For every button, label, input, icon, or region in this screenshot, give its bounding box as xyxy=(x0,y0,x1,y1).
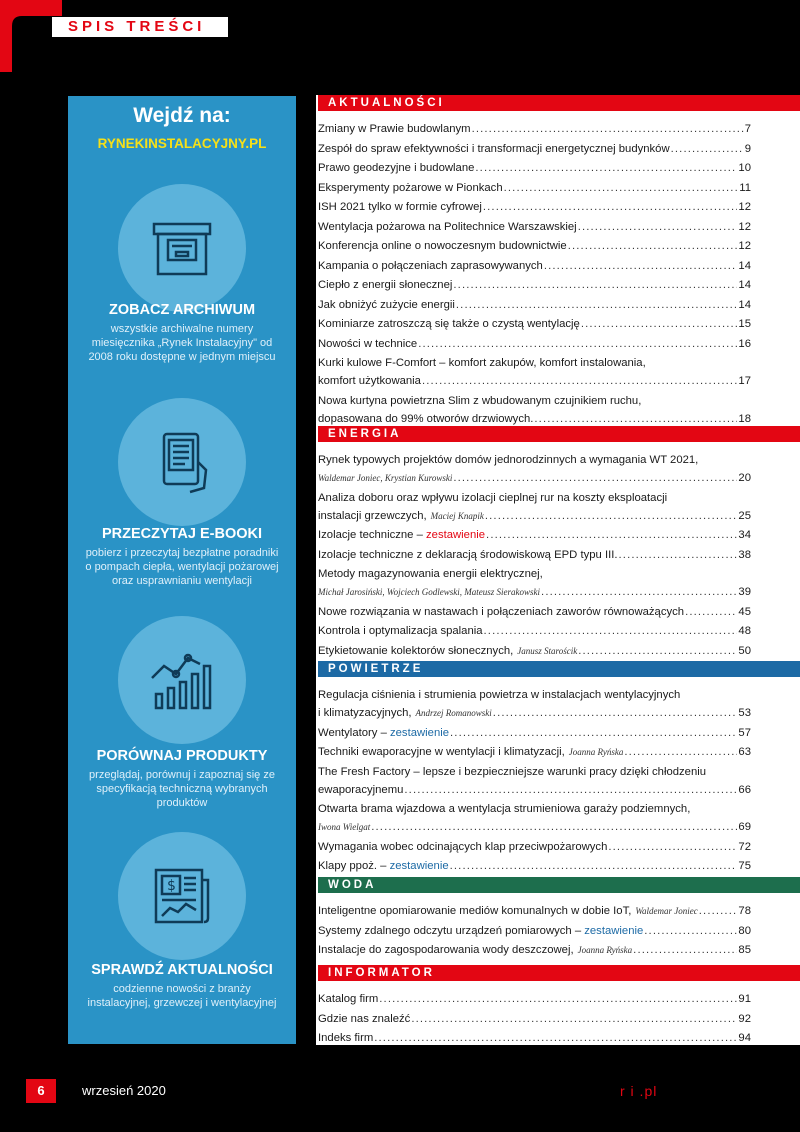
page-ref: 72 xyxy=(738,840,751,853)
banner-url-link[interactable]: RYNEKINSTALACYJNY.PL xyxy=(97,136,267,151)
toc-entry[interactable] xyxy=(318,860,751,872)
page-ref: 63 xyxy=(738,746,751,758)
leader-dots xyxy=(534,413,737,425)
toc-entry-title xyxy=(318,240,567,252)
toc-entry-title xyxy=(318,606,684,618)
page-ref: 14 xyxy=(738,279,751,291)
toc-entry[interactable] xyxy=(318,472,751,484)
entry-author: Joanna Ryńska xyxy=(568,747,624,757)
toc-entry-title xyxy=(318,905,698,917)
page-ref: 75 xyxy=(738,860,751,872)
leader-dots xyxy=(374,1032,737,1044)
toc-entry-title xyxy=(318,803,690,815)
entry-text: Otwarta brama wjazdowa a wentylacja strumieniowa garaży podziemnych, xyxy=(318,803,691,815)
entry-text: Instalacje do zagospodarowania wody deszczowej, xyxy=(318,944,574,956)
leader-dots xyxy=(493,707,738,719)
toc-entry[interactable] xyxy=(318,375,751,387)
toc-entry[interactable] xyxy=(318,510,751,522)
page-ref: 10 xyxy=(738,162,751,174)
toc-panel xyxy=(316,95,800,1045)
leader-dots xyxy=(483,201,738,213)
entry-text: Regulacja ciśnienia i strumienia powietrza w instalacjach wentylacyjnych xyxy=(318,689,681,701)
toc-entry[interactable] xyxy=(318,766,751,778)
bar-chart-icon xyxy=(118,616,246,744)
page-ref: 25 xyxy=(738,509,751,522)
entry-author: Iwona Wielgat xyxy=(318,822,371,832)
entry-author: Michał Jarosiński, Wojciech Godlewski, Mateusz Sierakowski xyxy=(318,587,541,597)
toc-entry[interactable] xyxy=(318,395,751,407)
toc-entry[interactable] xyxy=(318,645,751,657)
entry-author: Andrzej Romanowski xyxy=(415,708,492,718)
toc-entry-title xyxy=(318,821,370,833)
entry-text: Eksperymenty pożarowe w Pionkach xyxy=(318,181,503,194)
entry-text: The Fresh Factory – lepsze i bezpieczniejsze warunki pracy dzięki chłodzeniu xyxy=(318,765,707,778)
entry-text: Techniki ewaporacyjne w wentylacji i klimatyzacji, xyxy=(318,746,565,758)
entry-text: Systemy zdalnego odczytu urządzeń pomiarowych – xyxy=(318,924,585,937)
page-ref: 34 xyxy=(738,529,751,541)
toc-entry-title xyxy=(318,549,618,561)
page-ref: 7 xyxy=(744,123,751,135)
page-ref: 16 xyxy=(738,337,751,350)
entry-author: Janusz Starościk xyxy=(517,645,578,656)
page-title: SPIS TREŚCI xyxy=(52,17,228,37)
leader-dots xyxy=(671,143,744,155)
toc-entry-title xyxy=(318,586,540,598)
page-ref: 20 xyxy=(738,472,751,484)
entry-text: Kontrola i optymalizacja spalania xyxy=(318,625,483,637)
leader-dots xyxy=(456,299,738,311)
leader-dots xyxy=(379,993,737,1005)
banner-block-title: PORÓWNAJ PRODUKTY xyxy=(96,748,268,764)
toc-entry[interactable] xyxy=(318,221,751,233)
toc-entry-title xyxy=(318,357,646,369)
leader-dots xyxy=(450,727,737,739)
toc-entry-title xyxy=(318,645,577,657)
page-ref: 92 xyxy=(738,1012,751,1025)
toc-entry[interactable] xyxy=(318,707,751,719)
toc-entry[interactable] xyxy=(318,299,751,311)
toc-entry-title xyxy=(318,860,449,872)
leader-dots xyxy=(544,260,738,272)
page-footer xyxy=(0,1079,800,1103)
toc-entry-title xyxy=(318,162,474,174)
toc-entry[interactable] xyxy=(318,568,751,580)
entry-text: i klimatyzacyjnych, xyxy=(318,707,412,719)
entry-text: Klapy ppoż. – xyxy=(318,860,390,872)
leader-dots xyxy=(453,472,737,484)
entry-text: instalacji grzewczych, xyxy=(318,509,427,522)
toc-entry-title xyxy=(318,123,471,135)
toc-entry[interactable] xyxy=(318,529,751,541)
toc-entry-title xyxy=(318,625,483,637)
page-ref: 53 xyxy=(738,707,751,719)
page-ref: 69 xyxy=(738,821,751,833)
toc-entry[interactable] xyxy=(318,746,751,758)
toc-entry[interactable] xyxy=(318,784,751,796)
toc-entry-title xyxy=(318,413,533,425)
entry-author: Waldemar Joniec xyxy=(635,906,698,916)
toc-entry-title xyxy=(318,318,580,330)
toc-entry-title xyxy=(318,529,485,541)
entry-text: Izolacje techniczne z deklaracją środowiskową EPD typu III. xyxy=(318,548,618,561)
entry-highlight: zestawienie xyxy=(390,726,450,739)
leader-dots xyxy=(581,318,738,330)
page-ref: 12 xyxy=(738,220,751,233)
leader-dots xyxy=(699,905,738,917)
page-ref: 94 xyxy=(738,1032,751,1044)
toc-entry[interactable] xyxy=(318,123,751,135)
leader-dots xyxy=(608,841,737,853)
section-header: ENERGIA xyxy=(318,426,800,442)
entry-text: Nowości w technice xyxy=(318,337,418,350)
section-header: AKTUALNOŚCI xyxy=(318,95,800,111)
toc-entry[interactable] xyxy=(318,993,751,1005)
leader-dots xyxy=(578,645,737,657)
toc-entry[interactable] xyxy=(318,549,751,561)
entry-text: Nowe rozwiązania w nastawach i połączeniach zaworów równoważących xyxy=(318,605,685,618)
entry-text: Zespół do spraw efektywności i transformacji energetycznej budynków xyxy=(318,142,670,155)
section-header: INFORMATOR xyxy=(318,965,800,981)
toc-entry[interactable] xyxy=(318,586,751,598)
leader-dots xyxy=(472,123,744,135)
entry-text: Inteligentne opomiarowanie mediów komunalnych w dobie IoT, xyxy=(318,905,632,917)
entry-text: dopasowana do 99% otworów drzwiowych. xyxy=(318,412,534,425)
entry-text: Wymagania wobec odcinających klap przeciwpożarowych xyxy=(318,840,608,853)
toc-entry-title xyxy=(318,454,698,466)
leader-dots xyxy=(475,162,737,174)
toc-entry[interactable] xyxy=(318,841,751,853)
entry-author: Maciej Knapik xyxy=(430,510,484,521)
leader-dots xyxy=(450,860,738,872)
page-ref: 85 xyxy=(738,944,751,956)
archive-box-icon xyxy=(118,184,246,312)
entry-highlight: zestawienie xyxy=(389,860,449,872)
toc-entry-title xyxy=(318,993,378,1005)
toc-entry[interactable] xyxy=(318,905,751,917)
toc-entry[interactable] xyxy=(318,143,751,155)
toc-entry-title xyxy=(318,568,543,580)
toc-entry-title xyxy=(318,201,482,213)
toc-entry[interactable] xyxy=(318,279,751,291)
leader-dots xyxy=(418,338,737,350)
toc-entry-title xyxy=(318,279,452,291)
toc-entry-title xyxy=(318,492,667,504)
toc-entry-title xyxy=(318,1032,373,1044)
entry-text: Etykietowanie kolektorów słonecznych, xyxy=(318,644,514,657)
leader-dots xyxy=(644,925,737,937)
page-ref: 18 xyxy=(738,412,751,425)
entry-highlight: zestawienie xyxy=(584,924,644,937)
banner-block-desc: codzienne nowości z branży instalacyjnej, grzewczej i wentylacyjnej xyxy=(87,983,277,1009)
leader-dots xyxy=(633,944,737,956)
leader-dots xyxy=(371,821,737,833)
toc-entry-title xyxy=(318,689,680,701)
entry-highlight: zestawienie xyxy=(426,529,486,541)
toc-entry-title xyxy=(318,375,421,387)
svg-text:$: $ xyxy=(167,878,176,894)
toc-entry-title xyxy=(318,727,449,739)
page-ref: 15 xyxy=(738,318,751,330)
entry-text: Wentylacja pożarowa na Politechnice Warszawskiej xyxy=(318,220,577,233)
toc-entry[interactable] xyxy=(318,454,751,466)
entry-text: Konferencja online o nowoczesnym budownictwie xyxy=(318,240,567,252)
page-ref: 11 xyxy=(739,181,751,194)
toc-entry-title xyxy=(318,1013,410,1025)
entry-text: Ciepło z energii słonecznej xyxy=(318,279,453,291)
section-header: POWIETRZE xyxy=(318,661,800,677)
toc-entry-title xyxy=(318,182,503,194)
page-ref: 50 xyxy=(738,644,751,657)
entry-text: Katalog firm xyxy=(318,993,379,1005)
toc-entry[interactable] xyxy=(318,201,751,213)
page-ref: 12 xyxy=(738,240,751,252)
newspaper-icon xyxy=(118,832,246,960)
entry-text: Rynek typowych projektów domów jednorodzinnych a wymagania WT 2021, xyxy=(318,454,699,466)
toc-entry[interactable] xyxy=(318,318,751,330)
toc-entry-title xyxy=(318,472,452,484)
page-ref: 38 xyxy=(738,548,751,561)
page-ref: 14 xyxy=(738,259,751,272)
leader-dots xyxy=(624,746,737,758)
page-ref: 9 xyxy=(744,142,751,155)
toc-entry[interactable] xyxy=(318,925,751,937)
entry-text: Gdzie nas znaleźć xyxy=(318,1012,411,1025)
page-ref: 48 xyxy=(738,625,751,637)
leader-dots xyxy=(685,606,737,618)
toc-entry[interactable] xyxy=(318,944,751,956)
promo-banner[interactable] xyxy=(68,96,296,1044)
toc-entry[interactable] xyxy=(318,182,751,194)
toc-entry-title xyxy=(318,784,403,796)
toc-entry[interactable] xyxy=(318,821,751,833)
banner-block-title: ZOBACZ ARCHIWUM xyxy=(108,302,256,318)
banner-block-title: PRZECZYTAJ E-BOOKI xyxy=(101,526,263,542)
entry-text: Kominiarze zatroszczą się także o czystą wentylację xyxy=(318,318,580,330)
page-ref: 17 xyxy=(738,375,751,387)
leader-dots xyxy=(619,549,738,561)
entry-author: Joanna Ryńska xyxy=(577,945,633,955)
leader-dots xyxy=(404,784,737,796)
toc-entry[interactable] xyxy=(318,727,751,739)
entry-text: Indeks firm xyxy=(318,1032,374,1044)
leader-dots xyxy=(568,240,738,252)
banner-block-desc: przeglądaj, porównuj i zapoznaj się ze specyfikacją techniczną wybranych produktów xyxy=(89,769,275,809)
entry-text: Wentylatory – xyxy=(318,726,390,739)
page-ref: 91 xyxy=(738,993,751,1005)
toc-entry[interactable] xyxy=(318,413,751,425)
toc-entry[interactable] xyxy=(318,1013,751,1025)
issue-date: wrzesień 2020 xyxy=(82,1083,166,1098)
page-number: 6 xyxy=(26,1079,56,1103)
leader-dots xyxy=(485,510,738,522)
toc-entry[interactable] xyxy=(318,240,751,252)
leader-dots xyxy=(453,279,737,291)
entry-text: Izolacje techniczne – xyxy=(318,529,427,541)
toc-entry-title xyxy=(318,260,543,272)
leader-dots xyxy=(422,375,737,387)
page-ref: 57 xyxy=(738,726,751,739)
toc-entry[interactable] xyxy=(318,260,751,272)
entry-text: Nowa kurtyna powietrzna Slim z wbudowanym czujnikiem ruchu, xyxy=(318,394,642,407)
page-ref: 14 xyxy=(738,298,751,311)
toc-entry[interactable] xyxy=(318,606,751,618)
toc-entry[interactable] xyxy=(318,689,751,701)
page-ref: 80 xyxy=(738,924,751,937)
section-header: WODA xyxy=(318,877,800,893)
entry-text: komfort użytkowania xyxy=(318,375,421,387)
page-ref: 78 xyxy=(738,905,751,917)
toc-entry-title xyxy=(318,510,484,522)
leader-dots xyxy=(484,625,738,637)
entry-text: ewaporacyjnemu xyxy=(318,783,404,796)
page-ref: 45 xyxy=(738,605,751,618)
toc-entry-title xyxy=(318,221,577,233)
toc-entry[interactable] xyxy=(318,1032,751,1044)
leader-dots xyxy=(541,586,737,598)
page-ref: 39 xyxy=(738,586,751,598)
leader-dots xyxy=(578,221,738,233)
toc-entry-title xyxy=(318,746,623,758)
toc-entry[interactable] xyxy=(318,162,751,174)
toc-entry-title xyxy=(318,707,492,719)
banner-block-desc: pobierz i przeczytaj bezpłatne poradniki o pompach ciepła, wentylacji pożarowej oraz usprawnianiu wentylacji xyxy=(85,547,279,587)
entry-text: Kampania o połączeniach zaprasowywanych xyxy=(318,259,543,272)
ebook-reader-icon xyxy=(118,398,246,526)
leader-dots xyxy=(411,1013,737,1025)
site-link[interactable]: r i .pl xyxy=(620,1083,658,1099)
page-ref: 66 xyxy=(738,783,751,796)
toc-entry-title xyxy=(318,925,643,937)
toc-entry[interactable] xyxy=(318,357,751,369)
toc-entry[interactable] xyxy=(318,492,751,504)
toc-entry[interactable] xyxy=(318,625,751,637)
entry-text: Jak obniżyć zużycie energii xyxy=(318,298,455,311)
entry-text: Prawo geodezyjne i budowlane xyxy=(318,162,475,174)
entry-text: Kurki kulowe F-Comfort – komfort zakupów, komfort instalowania, xyxy=(318,357,646,369)
toc-entry-title xyxy=(318,338,417,350)
entry-text: Analiza doboru oraz wpływu izolacji cieplnej rur na koszty eksploatacji xyxy=(318,491,668,504)
entry-author: Waldemar Joniec, Krystian Kurowski xyxy=(318,473,453,483)
banner-block-desc: wszystkie archiwalne numery miesięcznika „Rynek Instalacyjny" od 2008 roku dostępne w jednym miejscu xyxy=(88,323,276,363)
toc-entry[interactable] xyxy=(318,803,751,815)
toc-entry-title xyxy=(318,766,706,778)
toc-entry-title xyxy=(318,395,641,407)
entry-text: ISH 2021 tylko w formie cyfrowej xyxy=(318,201,482,213)
entry-text: Zmiany w Prawie budowlanym xyxy=(318,123,471,135)
leader-dots xyxy=(504,182,739,194)
banner-block-title: SPRAWDŹ AKTUALNOŚCI xyxy=(91,962,273,978)
toc-entry[interactable] xyxy=(318,338,751,350)
toc-entry-title xyxy=(318,299,455,311)
banner-heading: Wejdź na: xyxy=(133,104,231,127)
entry-text: Metody magazynowania energii elektrycznej, xyxy=(318,568,543,580)
page-ref: 12 xyxy=(738,201,751,213)
toc-entry-title xyxy=(318,841,607,853)
toc-entry-title xyxy=(318,944,632,956)
toc-entry-title xyxy=(318,143,670,155)
leader-dots xyxy=(486,529,737,541)
